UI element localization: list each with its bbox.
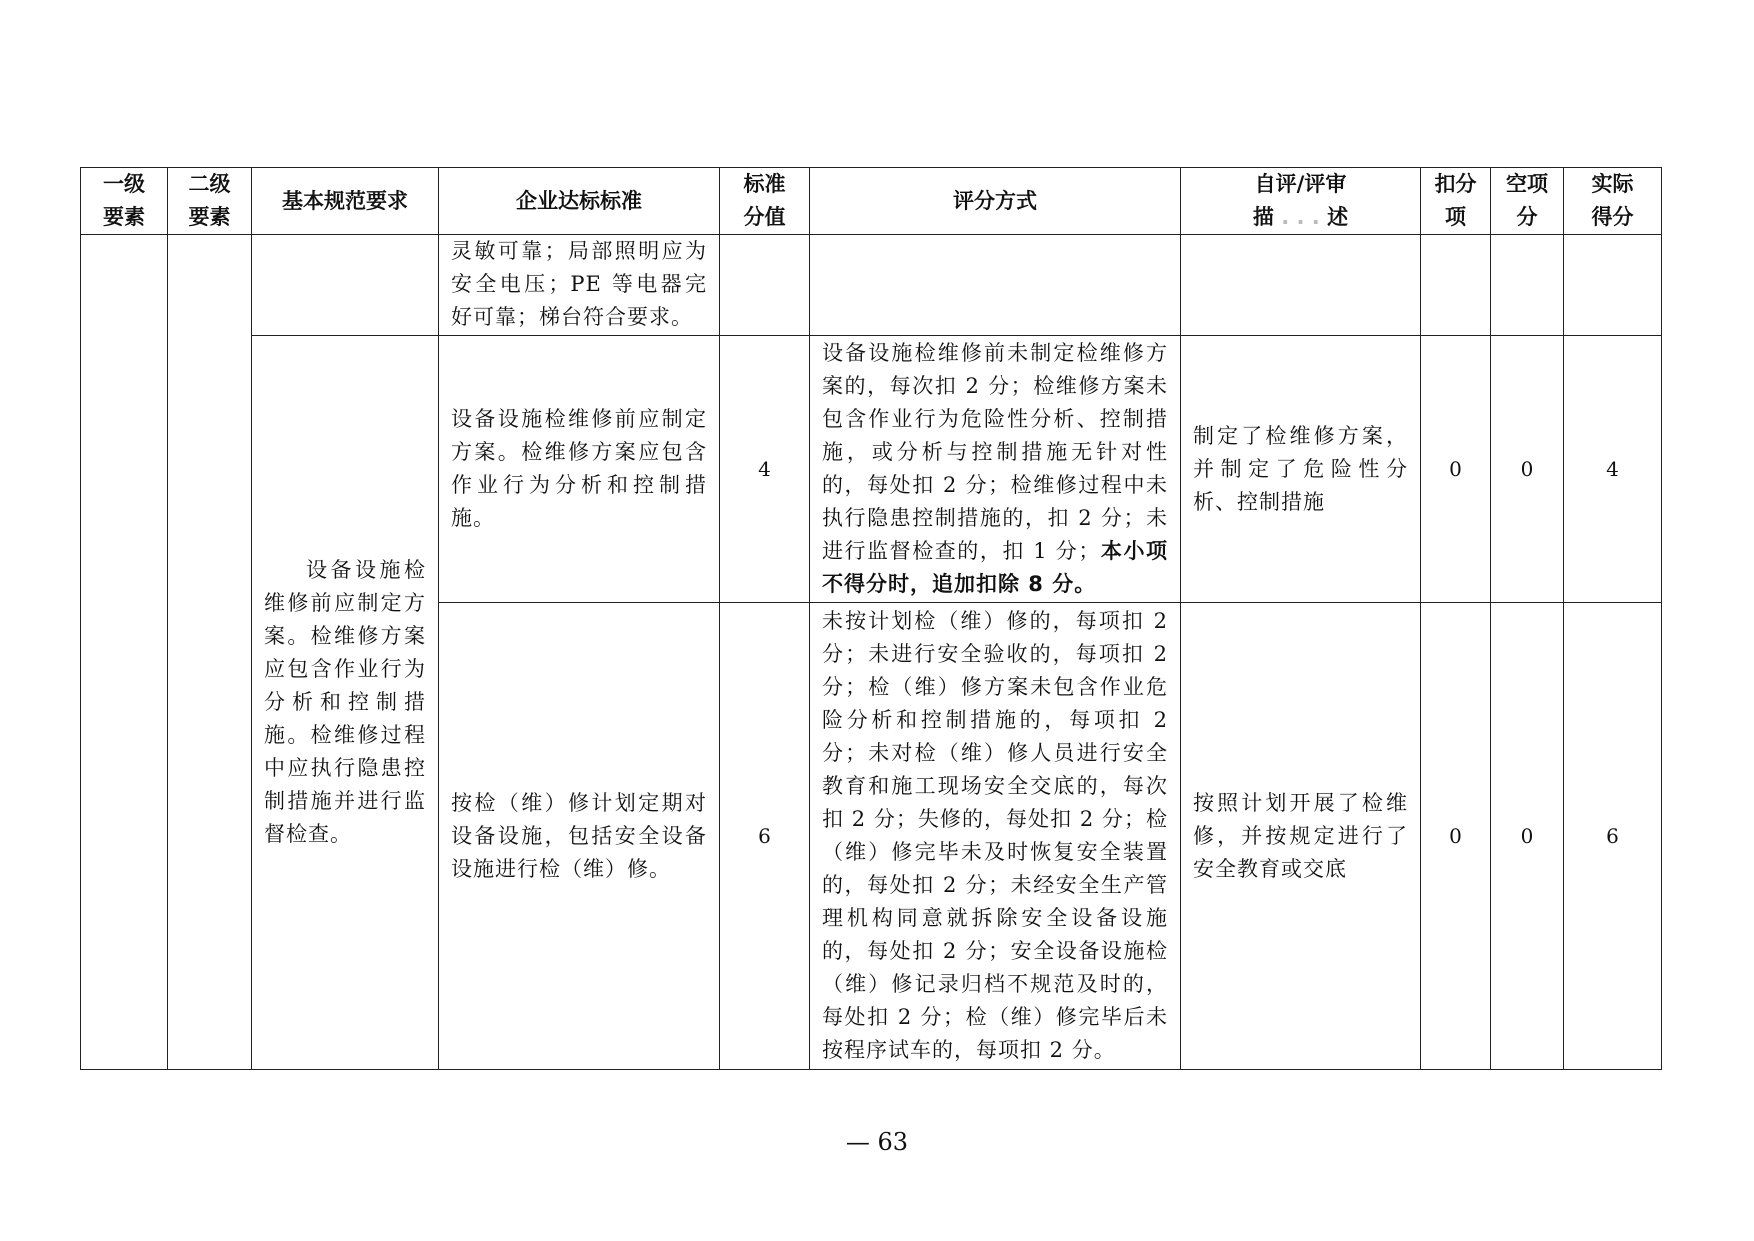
header-deduct: 扣分 项: [1421, 168, 1491, 235]
deduct-cell: 0: [1421, 336, 1491, 603]
standard-cell: 按检（维）修计划定期对设备设施，包括安全设备设施进行检（维）修。: [439, 603, 720, 1070]
deduct-cell: 0: [1421, 603, 1491, 1070]
header-row: [81, 168, 1662, 235]
std-score-cell: 6: [720, 603, 810, 1070]
scoring-cell: [810, 235, 1181, 336]
header-actual: 实际 得分: [1564, 168, 1662, 235]
page-number: — 63: [845, 1128, 909, 1156]
header-level2: 二级 要素: [168, 168, 252, 235]
deduct-cell: [1421, 235, 1491, 336]
header-basic-requirement: 基本规范要求: [252, 168, 439, 235]
scoring-cell: 未按计划检（维）修的，每项扣 2 分；未进行安全验收的，每项扣 2 分；检（维）修方案未包含作业危险分析和控制措施的，每项扣 2 分；未对检（维）修人员进行安全教育和施工现场安全交底的，每次扣 2 分；失修的，每处扣 2 分；检（维）修完毕未及时恢复安全装置的，每处扣 2 分；未经安全生产管理机构同意就拆除安全设备设施的，每处扣 2 分；安全设备设施检（维）修记录归档不规范及时的，每处扣 2 分；检（维）修完毕后未按程序试车的，每项扣 2 分。: [810, 603, 1181, 1070]
actual-cell: [1564, 235, 1662, 336]
header-level1: 一级 要素: [81, 168, 168, 235]
blank-cell: 0: [1491, 336, 1564, 603]
header-standard: 企业达标标准: [439, 168, 720, 235]
level2-cell: [168, 235, 252, 1070]
header-standard-score: 标准 分值: [720, 168, 810, 235]
standard-cell: 设备设施检维修前应制定方案。检维修方案应包含作业行为分析和控制措施。: [439, 336, 720, 603]
header-self-review: 自评/评审 描 . . . 述: [1181, 168, 1421, 235]
blank-cell: [1491, 235, 1564, 336]
self-review-cell: 制定了检维修方案，并制定了危险性分析、控制措施: [1181, 336, 1421, 603]
standard-cell: 灵敏可靠；局部照明应为安全电压；PE 等电器完好可靠；梯台符合要求。: [439, 235, 720, 336]
actual-cell: 6: [1564, 603, 1662, 1070]
basic-requirement-cell-empty: [252, 235, 439, 336]
level1-cell: [81, 235, 168, 1070]
scoring-bold-text: 本小项不得分时，追加扣除 8 分。: [822, 539, 1168, 596]
self-review-cell: [1181, 235, 1421, 336]
std-score-cell: [720, 235, 810, 336]
scoring-table: [80, 167, 1662, 1070]
basic-requirement-cell: 设备设施检维修前应制定方案。检维修方案应包含作业行为分析和控制措施。检维修过程中应执行隐患控制措施并进行监督检查。: [252, 336, 439, 1070]
header-blank: 空项 分: [1491, 168, 1564, 235]
self-review-cell: 按照计划开展了检维修，并按规定进行了安全教育或交底: [1181, 603, 1421, 1070]
blank-cell: 0: [1491, 603, 1564, 1070]
table-row: [81, 336, 1662, 603]
scoring-text: 设备设施检维修前未制定检维修方案的，每次扣 2 分；检维修方案未包含作业行为危险性分析、控制措施，或分析与控制措施无针对性的，每处扣 2 分；检维修过程中未执行隐患控制措施的，扣 2 分；未进行监督检查的，扣 1 分；: [822, 341, 1168, 563]
scoring-cell: [810, 336, 1181, 603]
header-scoring-method: 评分方式: [810, 168, 1181, 235]
std-score-cell: 4: [720, 336, 810, 603]
table-row: [81, 235, 1662, 336]
actual-cell: 4: [1564, 336, 1662, 603]
